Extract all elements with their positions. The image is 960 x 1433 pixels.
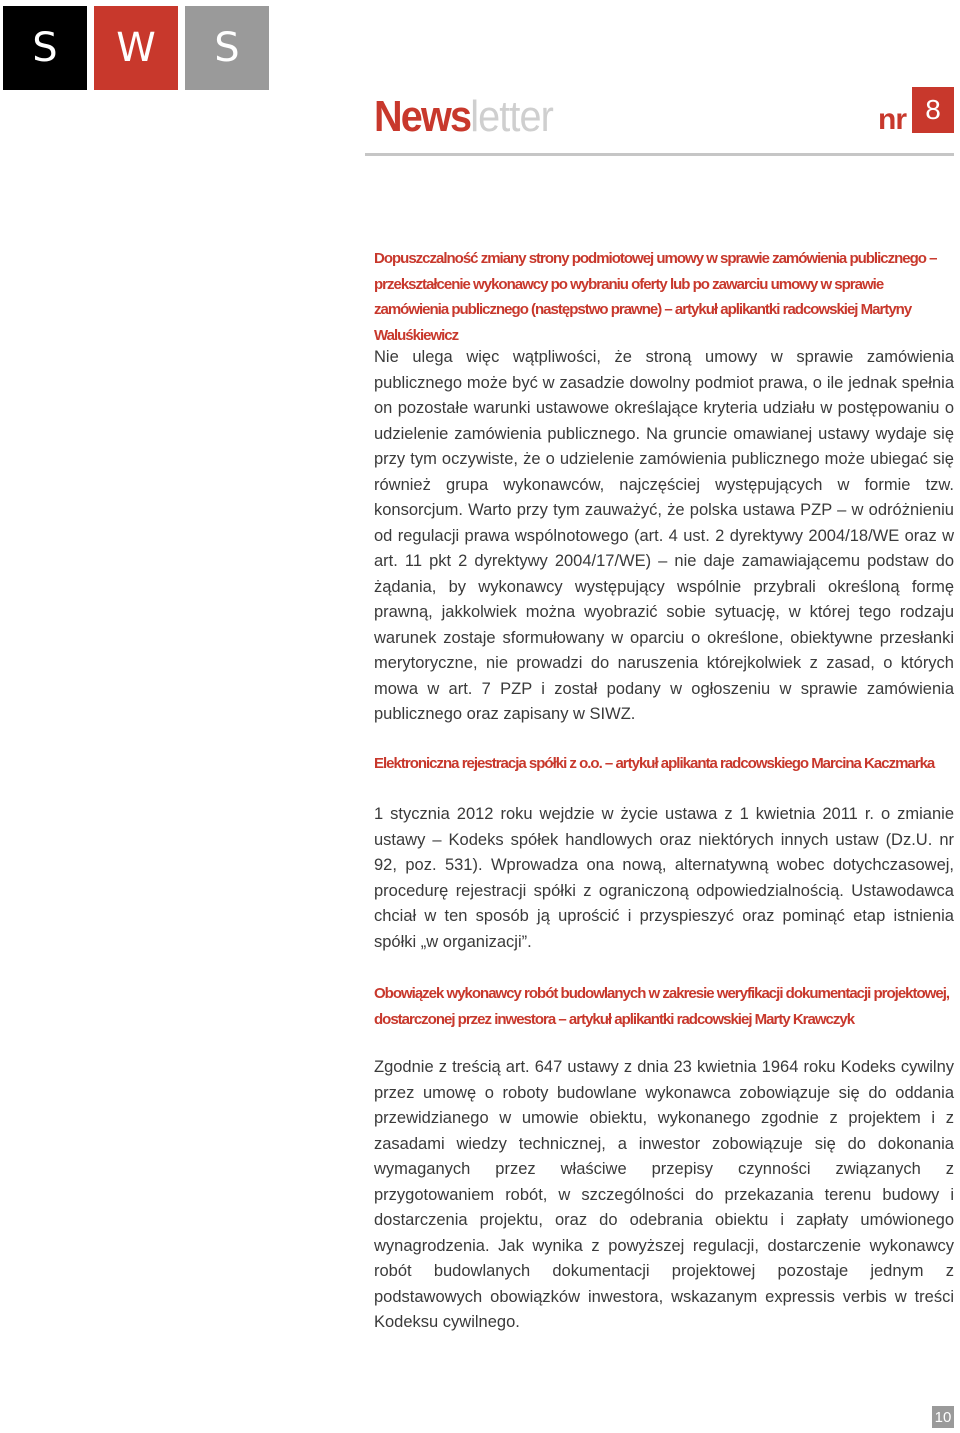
logo-letter-w: W [94, 6, 178, 90]
article-2-body: 1 stycznia 2012 roku wejdzie w życie ustawa z 1 kwietnia 2011 r. o zmianie ustawy – Kodeks spółek handlowych oraz niektórych innych ustaw (Dz.U. nr 92, poz. 531). Wprowadza ona nową, alternatywną wobec dotychczasowej, procedurę rejestracji spółki z ograniczoną odpowiedzialnością. Ustawodawca chciał w ten sposób ją uprościć i przyspieszyć oraz pominąć etap istnienia spółki „w organizacji”. [374, 805, 954, 951]
page-number: 10 [932, 1406, 954, 1428]
header-divider [365, 153, 954, 156]
article-3-title: Obowiązek wykonawcy robót budowlanych w zakresie weryfikacji dokumentacji projektowej, dostarczonej przez inwestora – artykuł aplikantki radcowskiej Marty Krawczyk [374, 985, 950, 1028]
article-3-body: Zgodnie z treścią art. 647 ustawy z dnia 23 kwietnia 1964 roku Kodeks cywilny przez umowę o roboty budowlane wykonawca zobowiązuje się do oddania przewidzianego w umowie obiektu, wykonanego zgodnie z projektem i z zasadami wiedzy technicznej, a inwestor zobowiązuje się do dokonania wymaganych przez właściwe przepisy czynności związanych z przygotowaniem robót, w szczególności do przekazania terenu budowy i dostarczenia projektu, oraz do odebrania obiektu i zapłaty umówionego wynagrodzenia. Jak wynika z powyższej regulacji, dostarczenie wykonawcy robót budowlanych dokumentacji projektowej pozostaje jednym z podstawowych obowiązków inwestora, wskazanym expressis verbis w treści Kodeksu cywilnego. [374, 1058, 954, 1331]
logo-letter-s-first: S [3, 6, 87, 90]
logo-letter-s-second: S [185, 6, 269, 90]
article-1-title: Dopuszczalność zmiany strony podmiotowej umowy w sprawie zamówienia publicznego – przekształcenie wykonawcy po wybraniu oferty lub po zawarciu umowy w sprawie zamówienia publicznego (następstwo prawne) – artykuł aplikantki radcowskiej Martyny Waluśkiewicz [374, 250, 937, 344]
newsletter-masthead [374, 92, 553, 142]
issue-label: nr [878, 103, 906, 136]
masthead-news: News [374, 92, 471, 141]
issue-number: 8 [912, 87, 954, 133]
issue-badge [878, 87, 954, 136]
masthead-letter: letter [470, 92, 553, 141]
article-2-title: Elektroniczna rejestracja spółki z o.o. – artykuł aplikanta radcowskiego Marcina Kaczmarka [374, 755, 935, 772]
article-1-body: Nie ulega więc wątpliwości, że stroną umowy w sprawie zamówienia publicznego może być w zasadzie dowolny podmiot prawa, o ile jednak spełnia on pozostałe warunki ustawowe określające kryteria udziału w postępowaniu o udzielenie zamówienia publicznego. Na gruncie omawianej ustawy wydaje się przy tym oczywiste, że o udzielenie zamówienia publicznego może ubiegać się również grupa wykonawców, najczęściej występujących w formie tzw. konsorcjum. Warto przy tym zauważyć, że polska ustawa PZP – w odróżnieniu od regulacji prawa wspólnotowego (art. 4 ust. 2 dyrektywy 2004/18/WE oraz w art. 11 pkt 2 dyrektywy 2004/17/WE) – nie daje zamawiającemu podstaw do żądania, by wykonawcy występujący wspólnie przybrali określoną formę prawną, jakkolwiek można wyobrazić sobie sytuację, w której tego rodzaju warunek zostaje sformułowany w oparciu o określone, obiektywne przesłanki merytoryczne, nie prowadzi do naruszenia którejkolwiek z zasad, o których mowa w art. 7 PZP i został podany w ogłoszeniu w sprawie zamówienia publicznego oraz zapisany w SIWZ. [374, 348, 954, 723]
sws-logo [3, 6, 269, 90]
